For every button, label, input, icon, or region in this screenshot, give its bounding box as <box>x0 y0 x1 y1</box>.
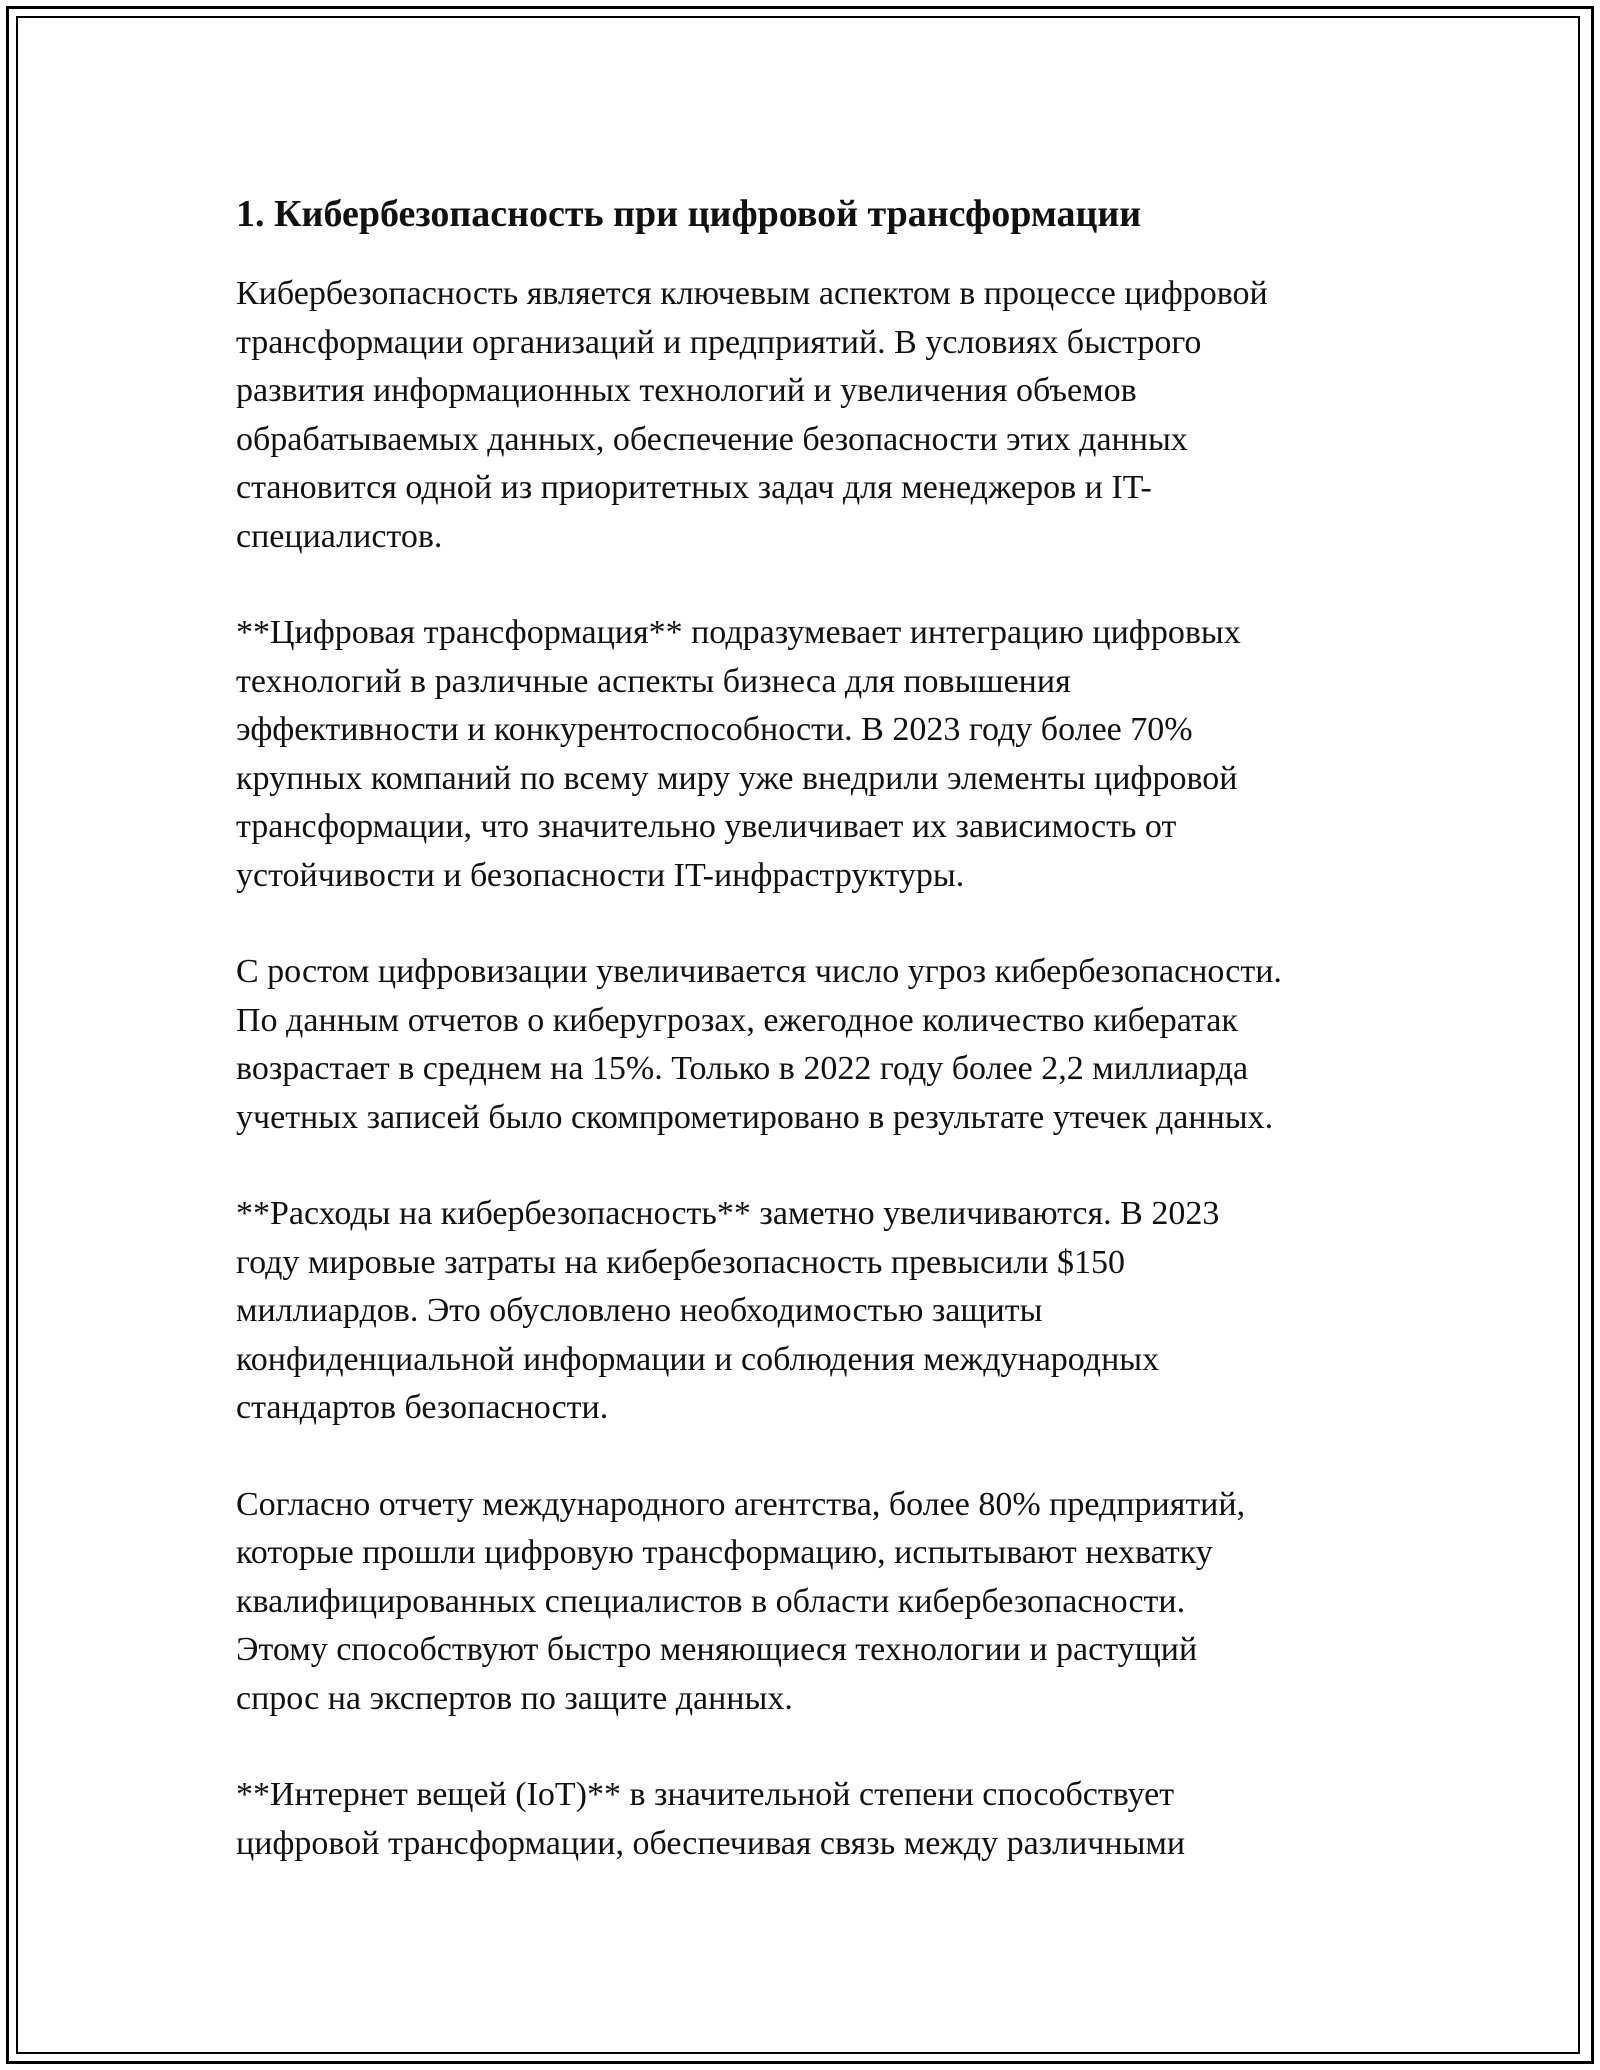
paragraph-spending: **Расходы на кибербезопасность** заметно увеличиваются. В 2023 году мировые затраты на кибербезопасность превысили $150 миллиардов. Это обусловлено необходимостью защиты конфиденциальной информации и соблюдения международных стандартов безопасности. <box>236 1195 1220 1426</box>
section-heading: 1. Кибербезопасность при цифровой трансформации <box>236 193 1142 235</box>
paragraph-digital-transformation: **Цифровая трансформация** подразумевает интеграцию цифровых технологий в различные аспекты бизнеса для повышения эффективности и конкурентоспособности. В 2023 году более 70% крупных компаний по всему миру уже внедрили элементы цифровой трансформации, что значительно увеличивает их зависимость от устойчивости и безопасности IT-инфраструктуры. <box>236 614 1241 894</box>
paragraph-threats: С ростом цифровизации увеличивается число угроз кибербезопасности. По данным отчетов о киберугрозах, ежегодное количество кибератак возрастает в среднем на 15%. Только в 2022 году более 2,2 миллиарда учетных записей было скомпрометировано в результате утечек данных. <box>236 953 1282 1136</box>
paragraph-intro: Кибербезопасность является ключевым аспектом в процессе цифровой трансформации организаций и предприятий. В условиях быстрого развития информационных технологий и увеличения объемов обрабатываемых данных, обеспечение безопасности этих данных становится одной из приоритетных задач для менеджеров и IT- специалистов. <box>236 275 1268 555</box>
paragraph-skills-shortage: Согласно отчету международного агентства, более 80% предприятий, которые прошли цифровую трансформацию, испытывают нехватку квалифицированных специалистов в области кибербезопасности. Этому способствуют быстро меняющиеся технологии и растущий спрос на экспертов по защите данных. <box>236 1485 1246 1717</box>
paragraph-iot: **Интернет вещей (IoT)** в значительной степени способствует цифровой трансформации, обеспечивая связь между различными <box>236 1776 1186 1862</box>
document-body <box>236 186 1376 1916</box>
